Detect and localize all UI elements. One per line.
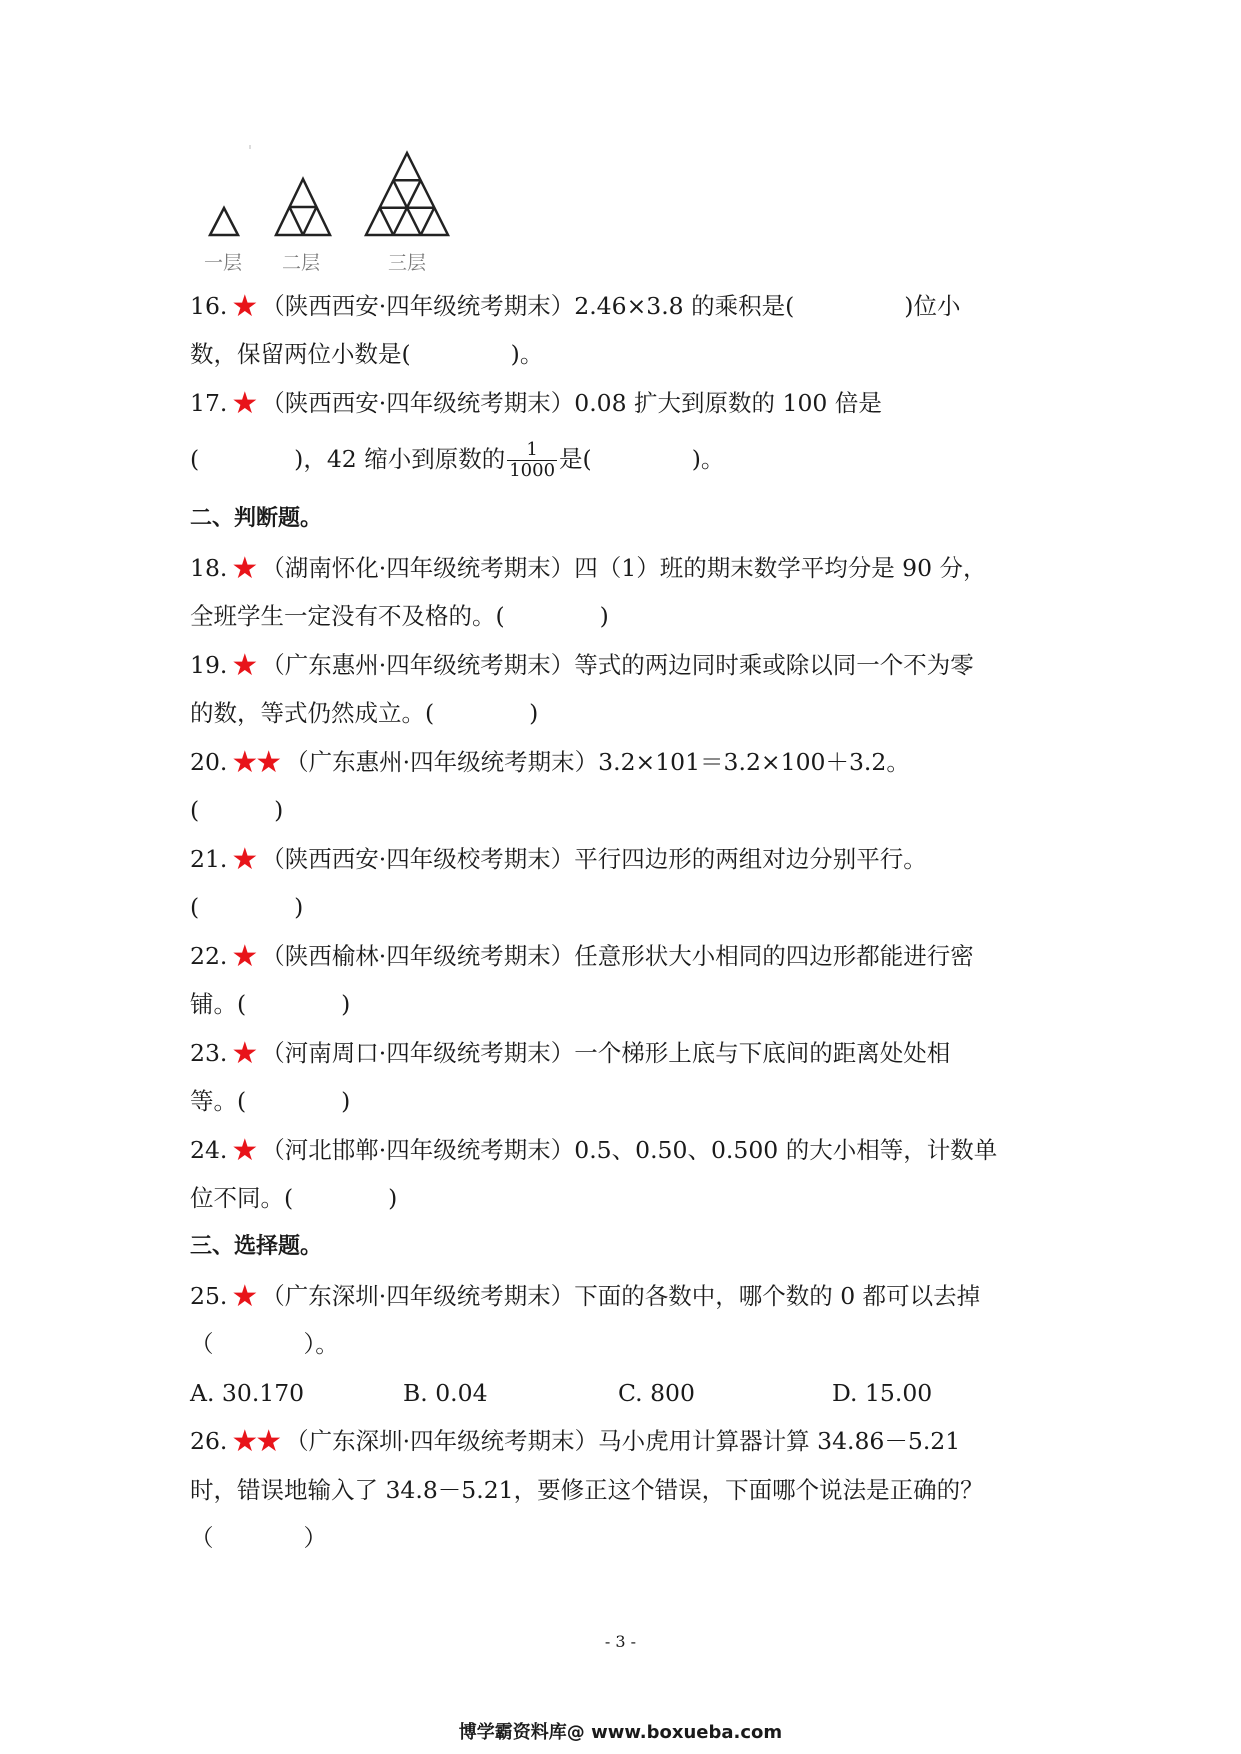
red-star-icon: ★ [231,1036,256,1071]
question-19-line-1 [190,649,974,682]
footer-watermark: 博学霸资料库@ www.boxueba.com [458,1722,783,1743]
question-number: 21. [190,845,228,873]
question-20-line-1 [190,746,910,779]
question-17-line-2 [190,440,724,481]
question-21-line-2 [190,891,303,923]
question-20-line-2 [190,794,283,826]
question-18-line-2 [190,600,609,632]
triangle-layer-2 [276,179,330,235]
question-text: )。 [510,340,544,368]
question-text: 位不同。( [190,1184,294,1212]
red-star-icon: ★★ [231,745,280,780]
question-text: ( [190,893,200,921]
question-text: （河南周口·四年级统考期末）一个梯形上底与下底间的距离处处相 [261,1039,951,1067]
question-18-line-1 [190,552,987,585]
figure-label-layer-3: 三层 [388,252,427,274]
red-star-icon: ★ [231,648,256,683]
red-star-icon: ★★ [231,1424,280,1459]
question-26-line-1 [190,1425,960,1458]
question-25-line-2 [190,1328,339,1360]
question-text: ) [388,1184,398,1212]
question-text: )，42 缩小到原数的 [294,445,506,473]
question-text: ) [341,990,351,1018]
question-text: （广东深圳·四年级统考期末）马小虎用计算器计算 34.86－5.21 [285,1427,961,1455]
question-text: ） [303,1524,327,1552]
question-number: 18. [190,554,228,582]
triangle-layer-1 [210,208,238,235]
triangle-layer-3 [366,153,448,235]
fraction-numerator: 1 [507,440,557,461]
question-number: 24. [190,1136,228,1164]
question-text: 数，保留两位小数是( [190,340,411,368]
question-text: )位小 [904,292,961,320]
section-heading-choice: 三、选择题。 [190,1234,323,1259]
question-text: （陕西榆林·四年级统考期末）任意形状大小相同的四边形都能进行密 [261,942,974,970]
question-text: （ [190,1330,214,1358]
question-text: 铺。( [190,990,247,1018]
question-text: （河北邯郸·四年级统考期末）0.5、0.50、0.500 的大小相等，计数单 [261,1136,998,1164]
question-16-line-1 [190,290,960,323]
question-text: （广东惠州·四年级统考期末）3.2×101＝3.2×100＋3.2。 [285,748,910,776]
question-text: ( [190,445,200,473]
question-text: （广东惠州·四年级统考期末）等式的两边同时乘或除以同一个不为零 [261,651,974,679]
question-23-line-2 [190,1085,350,1117]
figure-label-layer-1: 一层 [204,252,243,274]
question-23-line-1 [190,1037,950,1070]
question-text: （ [190,1524,214,1552]
question-24-line-2 [190,1182,397,1214]
question-text: 全班学生一定没有不及格的。( [190,602,505,630]
question-text: ) [341,1087,351,1115]
question-text: )。 [691,445,725,473]
red-star-icon: ★ [231,386,256,421]
page-number: - 3 - [604,1632,637,1651]
question-text: （陕西西安·四年级统考期末）0.08 扩大到原数的 100 倍是 [261,389,882,417]
triangle-layers-figure [190,145,530,275]
section-heading-judgement: 二、判断题。 [190,506,323,531]
question-21-line-1 [190,843,927,876]
question-text: ) [599,602,609,630]
fraction-denominator: 1000 [509,460,556,481]
question-number: 22. [190,942,228,970]
question-text: （陕西西安·四年级校考期末）平行四边形的两组对边分别平行。 [261,845,927,873]
question-26-line-2: 时，错误地输入了 34.8－5.21，要修正这个错误，下面哪个说法是正确的？ [190,1476,984,1504]
red-star-icon: ★ [231,551,256,586]
question-number: 26. [190,1427,228,1455]
red-star-icon: ★ [231,939,256,974]
question-text: （湖南怀化·四年级统考期末）四（1）班的期末数学平均分是 90 分， [261,554,987,582]
question-26-line-3 [190,1522,327,1554]
option-c[interactable]: C. 800 [618,1379,695,1407]
question-number: 23. [190,1039,228,1067]
question-text: 的数，等式仍然成立。( [190,699,435,727]
question-text: ) [529,699,539,727]
fraction [507,440,557,481]
red-star-icon: ★ [231,289,256,324]
question-number: 25. [190,1282,228,1310]
option-a[interactable]: A. 30.170 [190,1379,305,1407]
question-text: ）。 [303,1330,339,1358]
question-number: 19. [190,651,228,679]
question-24-line-1 [190,1134,997,1167]
question-text: 是( [559,445,592,473]
red-star-icon: ★ [231,842,256,877]
question-text: ) [294,893,304,921]
question-25-options [190,1377,1040,1409]
question-22-line-1 [190,940,974,973]
question-number: 17. [190,389,228,417]
question-text: 等。( [190,1087,247,1115]
question-22-line-2 [190,988,350,1020]
question-number: 20. [190,748,228,776]
question-16-line-2 [190,338,543,370]
option-b[interactable]: B. 0.04 [403,1379,488,1407]
option-d[interactable]: D. 15.00 [832,1379,933,1407]
question-text: ) [274,796,284,824]
triangle-layers-drawing [190,145,530,255]
question-25-line-1 [190,1280,980,1313]
figure-label-layer-2: 二层 [282,252,321,274]
question-text: ( [190,796,200,824]
question-text: （陕西西安·四年级统考期末）2.46×3.8 的乘积是( [261,292,795,320]
red-star-icon: ★ [231,1133,256,1168]
question-17-line-1 [190,387,882,420]
question-19-line-2 [190,697,538,729]
question-number: 16. [190,292,228,320]
red-star-icon: ★ [231,1279,256,1314]
question-text: （广东深圳·四年级统考期末）下面的各数中，哪个数的 0 都可以去掉 [261,1282,981,1310]
